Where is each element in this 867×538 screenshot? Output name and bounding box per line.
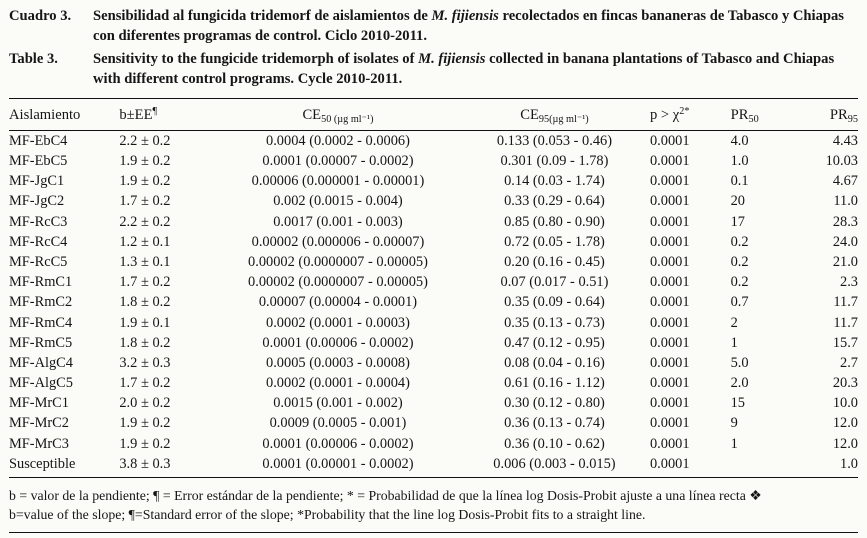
cell-isolate: MF-AlgC4 <box>9 354 73 371</box>
cell-p-chi2: 0.0001 <box>649 395 690 412</box>
caption-en-post: collected in banana plantations of Tabasco and Chiapas with different control programs. Cycle 2010-2011. <box>93 50 835 87</box>
cell-ce95: 0.85 (0.80 - 0.90) <box>504 213 605 230</box>
cell-isolate: MF-JgC2 <box>9 193 65 210</box>
table-header <box>9 99 858 131</box>
table-row <box>9 131 858 152</box>
col-header-p-chi2 <box>650 99 731 131</box>
cell-pr50: 9 <box>730 415 738 432</box>
cell-ce95: 0.08 (0.04 - 0.16) <box>504 354 605 371</box>
cell-pr95: 2.3 <box>840 274 858 291</box>
col-header-pr50-label: PR <box>730 107 749 124</box>
cell-p-chi2: 0.0001 <box>649 153 690 170</box>
cell-b-ee: 1.9 ± 0.2 <box>119 415 171 432</box>
cell-ce50: 0.0004 (0.0002 - 0.0006) <box>266 132 410 149</box>
cell-pr50 <box>731 454 795 477</box>
cell-isolate: MF-RcC3 <box>9 213 68 230</box>
cell-pr95: 11.7 <box>833 314 858 331</box>
table-row <box>9 192 858 212</box>
cell-ce50: 0.00002 (0.0000007 - 0.00005) <box>248 254 428 270</box>
cell-b-ee: 1.8 ± 0.2 <box>119 334 171 351</box>
cell-b-ee: 1.2 ± 0.1 <box>119 233 171 250</box>
cell-b-ee: 1.9 ± 0.2 <box>119 153 171 170</box>
table-row <box>9 434 858 454</box>
cell-isolate: Susceptible <box>9 454 119 477</box>
col-header-p-chi2-label: p > χ <box>649 107 680 124</box>
cell-isolate: MF-MrC1 <box>9 395 69 412</box>
cell-pr95: 15.7 <box>832 334 858 351</box>
cell-pr95: 11.7 <box>833 294 858 311</box>
table-row <box>9 373 858 393</box>
cell-pr95: 1.0 <box>794 454 858 477</box>
cell-pr95: 10.03 <box>825 153 858 170</box>
col-header-pr95 <box>794 99 858 131</box>
cell-pr95: 28.3 <box>832 213 858 230</box>
cell-isolate: MF-AlgC5 <box>9 375 73 392</box>
cell-pr50: 15 <box>730 395 745 412</box>
cell-pr95: 11.0 <box>833 193 858 210</box>
cell-pr50: 2 <box>730 314 738 331</box>
cell-ce50: 0.002 (0.0015 - 0.004) <box>273 193 403 210</box>
cell-ce50: 0.0001 (0.00001 - 0.0002) <box>217 454 459 477</box>
cell-p-chi2: 0.0001 <box>649 334 690 351</box>
cell-p-chi2: 0.0001 <box>649 213 690 230</box>
caption-es-pre: Sensibilidad al fungicida tridemorf de aislamientos de <box>93 8 432 24</box>
cell-ce50: 0.0009 (0.0005 - 0.001) <box>269 415 407 432</box>
col-header-ce50 <box>217 99 459 131</box>
table-row <box>9 333 858 353</box>
cell-ce95: 0.14 (0.03 - 1.74) <box>504 173 605 190</box>
table-row <box>9 172 858 192</box>
cell-p-chi2: 0.0001 <box>649 435 690 452</box>
cell-b-ee: 3.2 ± 0.3 <box>119 354 171 371</box>
col-header-aislamiento <box>9 99 119 131</box>
cell-b-ee: 2.2 ± 0.2 <box>119 213 171 230</box>
cell-b-ee: 1.3 ± 0.1 <box>119 254 171 270</box>
cell-ce50: 0.0001 (0.00006 - 0.0002) <box>262 334 414 351</box>
cell-pr95: 4.67 <box>832 173 858 190</box>
cell-ce95: 0.33 (0.29 - 0.64) <box>504 193 605 210</box>
cell-p-chi2: 0.0001 <box>649 294 690 311</box>
table-row <box>9 273 858 293</box>
table-row <box>9 353 858 373</box>
cell-isolate: MF-RcC4 <box>9 233 68 250</box>
cell-ce95: 0.61 (0.16 - 1.12) <box>504 375 605 392</box>
cell-isolate: MF-MrC2 <box>9 415 69 432</box>
table-row <box>9 293 858 313</box>
table-header-row <box>9 99 858 131</box>
cell-b-ee: 1.8 ± 0.2 <box>119 294 171 311</box>
cell-pr95: 4.43 <box>832 132 858 149</box>
cell-ce95: 0.301 (0.09 - 1.78) <box>500 153 609 170</box>
cell-pr50: 17 <box>730 213 745 230</box>
caption-es <box>9 7 858 47</box>
table-body <box>9 131 858 477</box>
cell-b-ee: 1.7 ± 0.2 <box>119 274 171 291</box>
cell-p-chi2: 0.0001 <box>649 375 690 392</box>
cell-pr50: 0.2 <box>730 254 749 270</box>
cell-pr50: 5.0 <box>730 354 749 371</box>
col-header-aislamiento-label: Aislamiento <box>9 107 81 124</box>
col-header-b-ee-label: b±EE <box>119 107 153 124</box>
cell-p-chi2: 0.0001 <box>649 415 690 432</box>
caption-es-post: recolectados en fincas bananeras de Tabasco y Chiapas con diferentes programas de control. Ciclo 2010-2011. <box>93 8 844 44</box>
cell-b-ee: 3.8 ± 0.3 <box>119 454 217 477</box>
table-row <box>9 414 858 434</box>
table-row <box>9 252 858 272</box>
bottom-rule <box>9 532 858 533</box>
cell-ce95: 0.20 (0.16 - 0.45) <box>504 254 605 270</box>
col-header-ce95-label: CE <box>520 107 539 124</box>
cell-pr95: 2.7 <box>840 354 858 371</box>
caption-en-species: M. fijiensis <box>418 50 486 67</box>
cell-pr50: 20 <box>730 193 745 210</box>
cell-p-chi2: 0.0001 <box>649 254 690 270</box>
footnote-en: b=value of the slope; ¶=Standard error of the slope; *Probability that the line log Dosis-Probit fits to a straight line. <box>9 507 646 523</box>
cell-isolate: MF-RmC4 <box>9 314 73 331</box>
cell-ce95: 0.07 (0.017 - 0.51) <box>500 274 609 291</box>
cell-pr50: 1.0 <box>730 153 749 170</box>
cell-b-ee: 1.9 ± 0.2 <box>119 435 171 452</box>
cell-isolate: MF-RmC5 <box>9 334 73 351</box>
cell-pr95: 10.0 <box>832 395 858 412</box>
cell-p-chi2: 0.0001 <box>650 454 731 477</box>
table-row <box>9 454 858 477</box>
cell-ce95: 0.36 (0.10 - 0.62) <box>504 435 605 452</box>
cell-isolate: MF-RcC5 <box>9 254 68 270</box>
cell-isolate: MF-EbC4 <box>9 132 68 149</box>
col-header-pr95-label: PR <box>829 107 848 124</box>
cell-isolate: MF-RmC1 <box>9 274 73 291</box>
cell-b-ee: 1.9 ± 0.2 <box>119 173 171 190</box>
cell-pr50: 0.7 <box>730 294 749 311</box>
caption-es-label: Cuadro 3. <box>9 8 72 24</box>
cell-ce50: 0.0015 (0.001 - 0.002) <box>273 395 403 412</box>
caption-en-text <box>93 50 858 90</box>
caption-es-species: M. fijiensis <box>431 8 499 24</box>
cell-ce95: 0.30 (0.12 - 0.80) <box>504 395 605 412</box>
caption-en-label: Table 3. <box>9 50 58 67</box>
cell-ce50: 0.0002 (0.0001 - 0.0004) <box>266 375 410 392</box>
cell-b-ee: 2.0 ± 0.2 <box>119 395 171 412</box>
cell-b-ee: 1.9 ± 0.1 <box>119 314 171 331</box>
col-header-p-chi2-sup: 2* <box>679 106 690 118</box>
table-row <box>9 232 858 252</box>
cell-p-chi2: 0.0001 <box>649 233 690 250</box>
cell-ce95: 0.006 (0.003 - 0.015) <box>459 454 650 477</box>
col-header-ce50-label: CE <box>302 107 322 124</box>
cell-ce95: 0.35 (0.13 - 0.73) <box>504 314 605 331</box>
caption-es-text <box>93 7 858 47</box>
table-row <box>9 394 858 414</box>
table-row <box>9 212 858 232</box>
cell-pr50: 0.2 <box>730 233 749 250</box>
col-header-ce95-sub: 95(µg ml⁻¹) <box>538 114 589 126</box>
col-header-ce50-sub: 50 <box>321 114 332 126</box>
footnotes <box>9 486 858 525</box>
cell-ce50: 0.00002 (0.000006 - 0.00007) <box>251 233 425 250</box>
cell-ce50: 0.00006 (0.000001 - 0.00001) <box>251 173 425 190</box>
cell-ce95: 0.133 (0.053 - 0.46) <box>496 132 613 149</box>
cell-pr95: 12.0 <box>832 435 858 452</box>
cell-ce50: 0.0001 (0.00007 - 0.0002) <box>262 153 414 170</box>
cell-ce50: 0.0002 (0.0001 - 0.0003) <box>266 314 410 331</box>
cell-pr50: 0.2 <box>730 274 749 291</box>
cell-ce95: 0.36 (0.13 - 0.74) <box>504 415 605 432</box>
cell-pr50: 0.1 <box>730 173 749 190</box>
cell-p-chi2: 0.0001 <box>649 314 690 331</box>
cell-p-chi2: 0.0001 <box>649 193 690 210</box>
cell-ce50: 0.00002 (0.0000007 - 0.00005) <box>248 274 428 291</box>
footnote-es: b = valor de la pendiente; ¶ = Error estándar de la pendiente; * = Probabilidad de que la línea log Dosis-Probit ajuste a una línea recta ❖ <box>9 487 762 503</box>
sensitivity-table <box>9 98 858 477</box>
cell-ce95: 0.35 (0.09 - 0.64) <box>504 294 605 311</box>
cell-pr95: 20.3 <box>832 375 858 392</box>
caption-en <box>9 50 858 90</box>
table-row <box>9 152 858 172</box>
col-header-pr95-sub: 95 <box>847 114 858 126</box>
cell-b-ee: 1.7 ± 0.2 <box>119 375 171 392</box>
cell-pr95: 21.0 <box>832 254 858 270</box>
cell-pr50: 2.0 <box>730 375 749 392</box>
col-header-b-ee-sup: ¶ <box>152 106 158 118</box>
caption-en-pre: Sensitivity to the fungicide tridemorph of isolates of <box>93 50 419 67</box>
cell-pr95: 12.0 <box>832 415 858 432</box>
table-row <box>9 313 858 333</box>
cell-ce95: 0.47 (0.12 - 0.95) <box>504 334 605 351</box>
cell-p-chi2: 0.0001 <box>649 173 690 190</box>
col-header-b-ee <box>119 99 217 131</box>
col-header-pr50-sub: 50 <box>748 114 759 126</box>
cell-pr95: 24.0 <box>832 233 858 250</box>
cell-pr50: 1 <box>730 435 738 452</box>
cell-b-ee: 1.7 ± 0.2 <box>119 193 171 210</box>
col-header-ce50-unit: (µg ml⁻¹) <box>331 114 374 126</box>
cell-isolate: MF-RmC2 <box>9 294 73 311</box>
cell-p-chi2: 0.0001 <box>649 132 690 149</box>
cell-p-chi2: 0.0001 <box>649 354 690 371</box>
cell-pr50: 4.0 <box>730 132 749 149</box>
col-header-ce95 <box>459 99 650 131</box>
cell-b-ee: 2.2 ± 0.2 <box>119 132 171 149</box>
cell-isolate: MF-MrC3 <box>9 435 69 452</box>
cell-pr50: 1 <box>730 334 738 351</box>
cell-isolate: MF-JgC1 <box>9 173 65 190</box>
cell-ce50: 0.00007 (0.00004 - 0.0001) <box>258 294 418 311</box>
cell-ce95: 0.72 (0.05 - 1.78) <box>504 233 605 250</box>
cell-isolate: MF-EbC5 <box>9 153 68 170</box>
cell-ce50: 0.0005 (0.0003 - 0.0008) <box>266 354 410 371</box>
col-header-pr50 <box>731 99 795 131</box>
cell-ce50: 0.0017 (0.001 - 0.003) <box>273 213 403 230</box>
cell-ce50: 0.0001 (0.00006 - 0.0002) <box>262 435 414 452</box>
cell-p-chi2: 0.0001 <box>649 274 690 291</box>
